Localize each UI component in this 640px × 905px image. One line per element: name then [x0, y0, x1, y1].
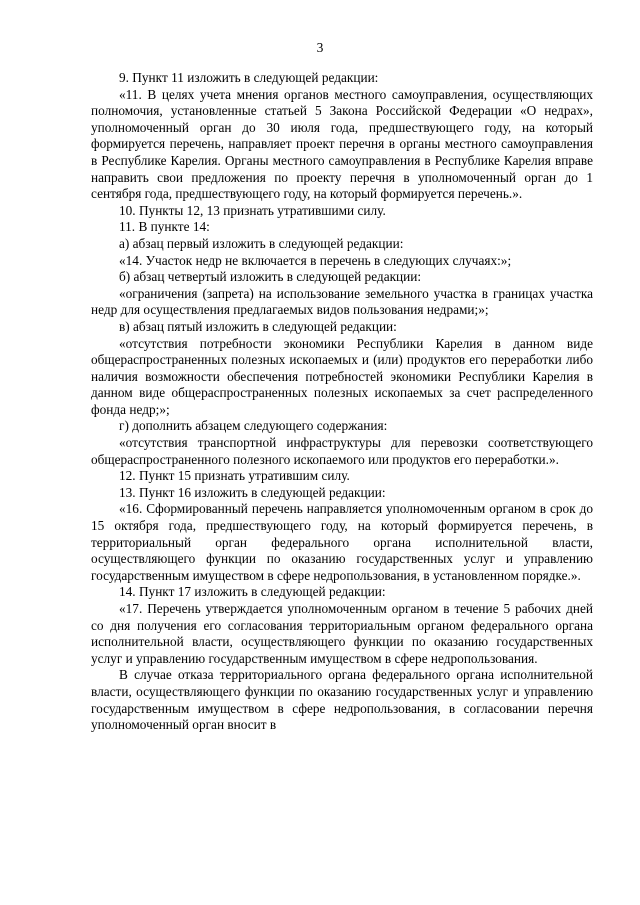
- paragraph-quote-14: «14. Участок недр не включается в перечень в следующих случаях:»;: [119, 252, 512, 268]
- paragraph-quote-demand: «отсутствия потребности экономики Республики Карелия в данном виде общераспространенных полезных ископаемых и (или) продуктов его переработки либо наличия возможности обеспечения потребностей экономики Республики Карелия в данном виде общераспространенных полезных ископаемых за счет распределенного фонда недр;»;: [91, 335, 593, 417]
- paragraph-sub-g: г) дополнить абзацем следующего содержания:: [119, 418, 388, 434]
- document-body: [91, 70, 593, 734]
- paragraph-quote-11: «11. В целях учета мнения органов местного самоуправления, осуществляющих полномочия, установленные статьей 5 Закона Российской Федерации «О недрах», уполномоченный орган до 30 июля года, предшествующего году, на который формируется перечень, направляет проект перечня в органы местного самоуправления в Республике Карелия. Органы местного самоуправления в Республике Карелия вправе направить свои предложения по проекту перечня в уполномоченный орган до 1 сентября года, предшествующего году, на который формируется перечень.».: [91, 86, 593, 202]
- paragraph-quote-16: «16. Сформированный перечень направляется уполномоченным органом в срок до 15 октября года, предшествующего году, на который формируется перечень, в территориальный орган федерального органа исполнительной власти, осуществляющего функции по оказанию государственных услуг и управлению государственным имуществом в сфере недропользования, в установленном порядке.».: [91, 501, 593, 583]
- page-number: 3: [316, 40, 324, 55]
- paragraph-item-10: 10. Пункты 12, 13 признать утратившими силу.: [119, 202, 386, 218]
- paragraph-sub-v: в) абзац пятый изложить в следующей редакции:: [119, 318, 397, 334]
- paragraph-quote-17: «17. Перечень утверждается уполномоченным органом в течение 5 рабочих дней со дня получения его согласования территориальным органом федерального органа исполнительной власти, осуществляющего функции по оказанию государственных услуг и управлению государственным имуществом в сфере недропользования.: [91, 601, 593, 666]
- paragraph-quote-restriction: «ограничения (запрета) на использование земельного участка в границах участка недр для осуществления предлагаемых видов пользования недрами;»;: [91, 285, 593, 318]
- paragraph-refusal-case: В случае отказа территориального органа федерального органа исполнительной власти, осуществляющего функции по оказанию государственных услуг и управлению государственным имуществом в сфере недропользования, в согласовании перечня уполномоченный орган вносит в: [91, 667, 593, 733]
- paragraph-item-9: 9. Пункт 11 изложить в следующей редакции:: [119, 70, 379, 85]
- paragraph-item-11: 11. В пункте 14:: [119, 219, 210, 235]
- paragraph-quote-transport: «отсутствия транспортной инфраструктуры для перевозки соответствующего общераспространенного полезного ископаемого или продуктов его переработки.».: [91, 435, 593, 467]
- paragraph-item-14: 14. Пункт 17 изложить в следующей редакции:: [119, 584, 386, 600]
- paragraph-sub-a: а) абзац первый изложить в следующей редакции:: [119, 235, 404, 251]
- paragraph-item-13: 13. Пункт 16 изложить в следующей редакции:: [119, 484, 386, 500]
- paragraph-item-12: 12. Пункт 15 признать утратившим силу.: [119, 468, 350, 484]
- paragraph-sub-b: б) абзац четвертый изложить в следующей редакции:: [119, 269, 422, 285]
